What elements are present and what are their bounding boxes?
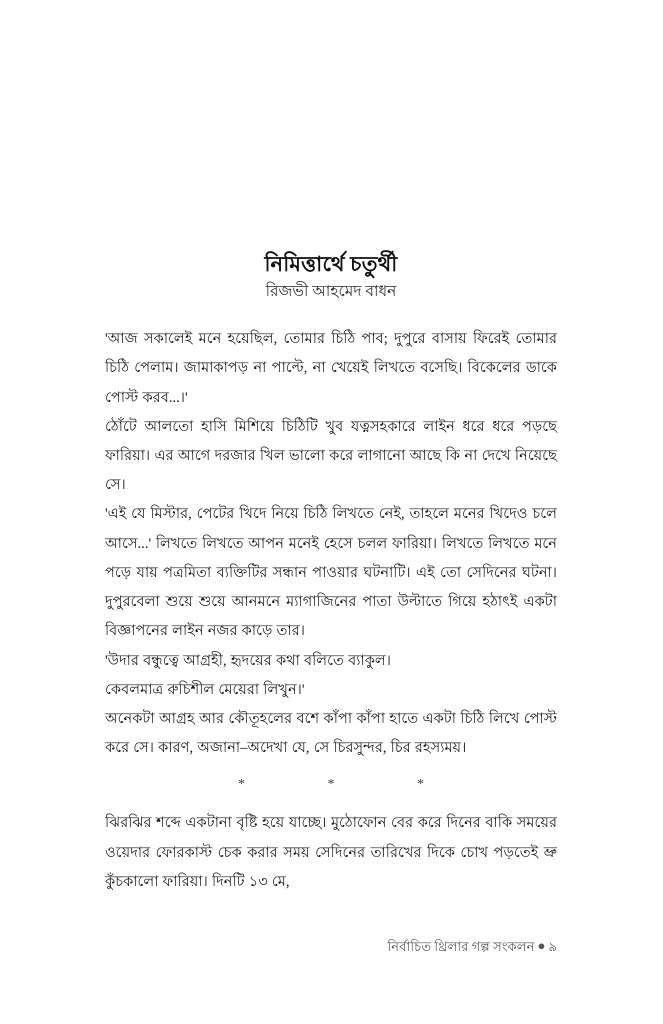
asterisk-icon: *	[238, 777, 245, 793]
page-footer	[105, 938, 557, 956]
scene-break-separator	[105, 775, 557, 795]
page-number: ৯	[548, 939, 557, 954]
body-paragraph: অনেকটা আগ্রহ আর কৌতূহলের বশে কাঁপা কাঁপা হাতে একটা চিঠি লিখে পোস্ট করে সে। কারণ, অজানা–অদেখা যে, সে চিরসুন্দর, চির রহস্যময়।	[105, 710, 557, 757]
body-paragraph: ঠোঁটে আলতো হাসি মিশিয়ে চিঠিটি খুব যত্নসহকারে লাইন ধরে ধরে পড়ছে ফারিয়া। এর আগে দরজার খিল ভালো করে লাগানো আছে কি না দেখে নিয়েছে সে।	[105, 418, 557, 494]
story-author: রিজভী আহমেদ বাধন	[265, 283, 397, 301]
body-paragraph: ঝিরঝির শব্দে একটানা বৃষ্টি হয়ে যাচ্ছে। মুঠোফোন বের করে দিনের বাকি সময়ের ওয়েদার ফোরকাস্ট চেক করার সময় সেদিনের তারিখের দিকে চোখ পড়তেই ভ্রু কুঁচকালো ফারিয়া। দিনটি ১৩ মে,	[105, 815, 557, 890]
asterisk-icon: *	[327, 777, 335, 793]
body-paragraph: 'আজ সকালেই মনে হয়েছিল, তোমার চিঠি পাব; দুপুরে বাসায় ফিরেই তোমার চিঠি পেলাম। জামাকাপড় না পাল্টে, না খেয়েই লিখতে বসেছি। বিকেলের ডাকে পোস্ট করব...।'	[105, 331, 557, 406]
text-column	[105, 250, 557, 897]
footer-book-title: নির্বাচিত থ্রিলার গল্প সংকলন	[387, 939, 535, 954]
body-paragraph-quote-line-1: 'উদার বন্ধুত্বে আগ্রহী, হৃদয়ের কথা বলিতে ব্যাকুল।	[105, 652, 392, 669]
footer-separator-dot-icon: ●	[537, 938, 546, 953]
story-title: নিমিত্তার্থে চতুর্থী	[264, 252, 398, 276]
asterisk-icon: *	[417, 777, 424, 793]
body-paragraph-quote-line-2: কেবলমাত্র রুচিশীল মেয়েরা লিখুন।'	[105, 681, 305, 698]
body-paragraph: 'এই যে মিস্টার, পেটের খিদে নিয়ে চিঠি লিখতে নেই, তাহলে মনের খিদেও চলে আসে...' লিখতে লিখতে আপন মনেই হেসে চলল ফারিয়া। লিখতে লিখতে মনে পড়ে যায় পত্রমিতা ব্যক্তিটির সন্ধান পাওয়ার ঘটনাটি। এই তো সেদিনের ঘটনা। দুপুরবেলা শুয়ে শুয়ে আনমনে ম্যাগাজিনের পাতা উল্টাতে গিয়ে হঠাৎই একটা বিজ্ঞাপনের লাইন নজর কাড়ে তার।	[105, 506, 557, 640]
